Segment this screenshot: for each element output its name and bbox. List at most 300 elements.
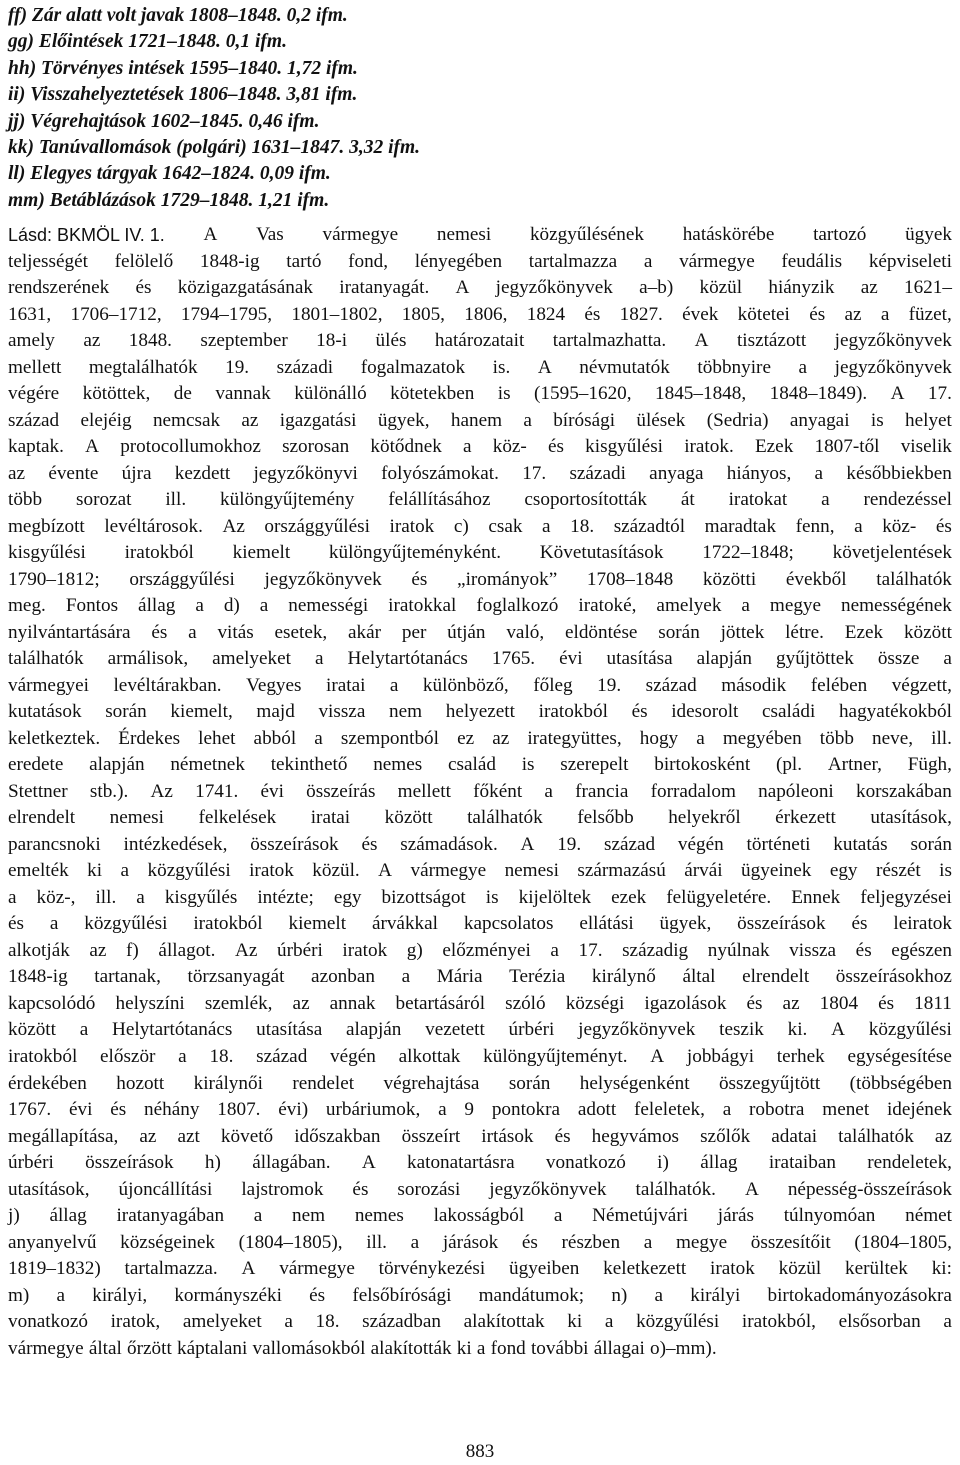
word: iratokat <box>728 489 788 511</box>
word: Vas <box>256 224 284 245</box>
word: Fügh, <box>907 754 952 776</box>
word: armálisok, <box>107 648 189 670</box>
word: és <box>935 515 952 537</box>
word: kisgyűlési <box>8 542 86 564</box>
text-line <box>8 1336 952 1363</box>
word: vitás <box>217 621 254 643</box>
word: fogalmazatok <box>360 356 466 378</box>
word: Németújvári <box>592 1205 689 1227</box>
word: mellett <box>397 780 451 802</box>
word: idesorolt <box>671 701 739 723</box>
word: katonatartásra <box>407 1152 515 1174</box>
word: és <box>584 303 601 325</box>
word: során <box>658 621 700 643</box>
word: (1804–1805), <box>238 1231 343 1253</box>
word: és <box>8 913 24 935</box>
word: anyanyelvű <box>8 1231 97 1253</box>
word: a <box>195 595 204 617</box>
word: további <box>530 1337 589 1359</box>
word: 19. <box>225 356 250 378</box>
word: évi <box>559 648 583 670</box>
word: során <box>105 701 147 723</box>
word: a <box>476 1337 486 1359</box>
word: 1807-től <box>814 436 880 458</box>
word: második <box>721 674 787 696</box>
word: királynői <box>193 1072 263 1094</box>
word: ki <box>87 860 103 882</box>
word: sorozat <box>76 489 132 511</box>
word: keletkezett <box>603 1258 687 1280</box>
word: több <box>819 727 854 749</box>
word: 1848-ig <box>199 250 260 272</box>
word: a <box>314 727 323 749</box>
word: 1708–1848 <box>586 568 674 590</box>
word: foglalkozó <box>476 595 559 617</box>
word: a <box>643 250 653 272</box>
word: és <box>631 701 648 723</box>
text-line <box>8 1097 952 1124</box>
word: különgyűjteményként. <box>328 542 502 564</box>
word: Helytartótanács <box>347 648 468 670</box>
word: jegyzőkönyvek <box>264 568 382 590</box>
word: főleg <box>533 674 573 696</box>
word: a <box>56 1284 66 1306</box>
word: A <box>650 1045 665 1067</box>
word: szerepelt <box>560 754 629 776</box>
word: neve, <box>872 727 914 749</box>
word: hatáskörébe <box>682 224 775 245</box>
text-line <box>8 673 952 700</box>
word: felében <box>810 674 868 696</box>
word: ülés <box>375 330 407 352</box>
word: Ezek <box>844 621 884 643</box>
word: iratoké, <box>578 595 637 617</box>
word: országgyűlési <box>264 515 370 537</box>
word: megyében <box>722 727 802 749</box>
word: a <box>943 1311 952 1333</box>
word: a <box>696 727 705 749</box>
word: (többségében <box>849 1072 952 1094</box>
word: állag <box>49 1205 87 1227</box>
word: adatai <box>771 1125 818 1147</box>
word: ki <box>567 1311 583 1333</box>
word: felsőbb <box>577 807 634 829</box>
word: vonatkozó <box>8 1311 88 1333</box>
word: amelyek <box>656 595 722 617</box>
word: fond, <box>348 250 389 272</box>
word: újoncállítási <box>118 1178 213 1200</box>
word: állagai <box>593 1337 645 1359</box>
word: német <box>905 1205 952 1227</box>
word: jobbágyi <box>686 1045 755 1067</box>
word: korszakában <box>855 780 952 802</box>
word: történeti <box>746 833 811 855</box>
word: névmutatók <box>579 356 670 378</box>
text-line <box>8 646 952 673</box>
word: vármegye <box>679 250 755 272</box>
word: létre. <box>785 621 824 643</box>
word: viselik <box>900 436 952 458</box>
word: n) <box>611 1284 628 1306</box>
word: alapján <box>345 1019 402 1041</box>
word: lajstromok <box>241 1178 324 1200</box>
word: leiratok <box>893 913 952 935</box>
word: községi <box>565 992 625 1014</box>
word: századtól <box>613 515 686 537</box>
word: részben <box>561 1231 621 1253</box>
word: és <box>352 1178 369 1200</box>
word: 18. <box>315 1311 340 1333</box>
word: összegyűjtött <box>718 1072 821 1094</box>
word: úrbéri <box>277 939 323 961</box>
text-line <box>8 752 952 779</box>
word: o)–mm). <box>650 1337 717 1359</box>
word: ill. <box>165 489 187 511</box>
word: követő <box>220 1125 274 1147</box>
text-line <box>8 567 952 594</box>
word: királyi <box>690 1284 741 1306</box>
word: úrbéri <box>8 1152 54 1174</box>
word: annak <box>329 992 376 1014</box>
word: találhatók <box>8 648 84 670</box>
word: tartozó <box>813 224 867 245</box>
word: egészen <box>891 939 952 961</box>
word: intézkedések, <box>123 833 228 855</box>
text-line <box>8 222 952 249</box>
text-line <box>8 328 952 355</box>
word: népesség-összeírások <box>787 1178 952 1200</box>
text-line <box>8 249 952 276</box>
word: iratok <box>710 1258 755 1280</box>
word: alkotják <box>8 939 70 961</box>
word: találhatók <box>467 807 543 829</box>
text-line <box>8 620 952 647</box>
text-line <box>8 1071 952 1098</box>
word: helyezett <box>445 701 515 723</box>
word: meg. <box>8 595 46 617</box>
word: iratok, <box>110 1311 161 1333</box>
word: egy <box>333 886 362 908</box>
word: különgyűjtemény <box>220 489 355 511</box>
word: jegyzőkönyvek <box>834 330 952 352</box>
word: kötetei <box>737 303 790 325</box>
word: hegyvámos <box>591 1125 680 1147</box>
word: számadások. <box>400 833 498 855</box>
word: amelyeket <box>182 1311 262 1333</box>
word: birtokosként <box>654 754 751 776</box>
word: 1722–1848; <box>702 542 794 564</box>
word: levéltárosok. <box>104 515 203 537</box>
inventory-item: kk) Tanúvallomások (polgári) 1631–1847. 3,32 ifm. <box>8 136 421 158</box>
word: találhatók <box>838 1125 914 1147</box>
word: találhatók <box>876 568 952 590</box>
word: közül <box>778 1258 822 1280</box>
word: a <box>314 648 324 670</box>
word: összeírások <box>250 833 339 855</box>
word: felügyeletére. <box>666 886 772 908</box>
word: vármegye <box>410 860 487 882</box>
word: családi <box>762 701 816 723</box>
word: községeinek <box>120 1231 215 1253</box>
word: 19. <box>557 833 582 855</box>
word: utasítása <box>256 1019 323 1041</box>
word: feljegyzései <box>860 886 952 908</box>
word: közgyűlési <box>868 1019 952 1041</box>
word: káptalani <box>176 1337 248 1359</box>
word: jegyzőkönyvek <box>578 1019 696 1041</box>
word: az <box>934 1125 952 1147</box>
word: őrzött <box>127 1337 172 1359</box>
word: időszakban <box>294 1125 381 1147</box>
word: a <box>544 780 553 802</box>
word: A <box>744 1178 759 1200</box>
word: teszik <box>719 1019 764 1041</box>
word: megtalálhatók <box>88 356 198 378</box>
word: anyaga <box>649 462 704 484</box>
word: menet <box>822 1099 870 1121</box>
word: helyszíni <box>115 992 185 1014</box>
word: francia <box>575 780 629 802</box>
word: 17. <box>927 383 952 405</box>
word: évekből <box>785 568 847 590</box>
word: tartalmazza <box>528 250 618 272</box>
word: felkelések <box>198 807 277 829</box>
word: vallomásokból <box>252 1337 366 1359</box>
word: törzsanyagát <box>187 966 285 988</box>
word: csak <box>488 515 523 537</box>
word: 1845–1848, <box>655 383 747 405</box>
word: pontokra <box>491 1099 561 1121</box>
word: túlnyomóan <box>783 1205 876 1227</box>
text-line <box>8 1256 952 1283</box>
word: 1741. <box>195 780 239 802</box>
word: 1621– <box>903 277 952 299</box>
word: összeírások <box>85 1152 174 1174</box>
word: rendszerének <box>8 277 110 299</box>
word: sorozási <box>397 1178 461 1200</box>
word: iratokból <box>124 542 194 564</box>
word: kezdett <box>174 462 231 484</box>
word: század <box>256 1045 308 1067</box>
word: kötődnek <box>370 436 442 458</box>
word: egységesítése <box>847 1045 952 1067</box>
word: század <box>645 674 697 696</box>
word: a <box>8 886 17 908</box>
word: iratokból, <box>741 1311 816 1333</box>
word: is <box>521 754 535 776</box>
word: 1824 <box>526 303 566 325</box>
word: birtokadományozásokra <box>767 1284 952 1306</box>
word: fenn, <box>795 515 835 537</box>
word: rendezéssel <box>863 489 952 511</box>
word: nem <box>389 701 423 723</box>
word: a <box>814 462 824 484</box>
word: esetek, <box>274 621 328 643</box>
word: néhány <box>144 1099 200 1121</box>
word: és <box>135 277 152 299</box>
word: nemesi <box>109 807 164 829</box>
word: a <box>79 1019 89 1041</box>
word: a <box>722 1099 732 1121</box>
word: vezetett <box>425 1019 485 1041</box>
word: f) <box>126 939 139 961</box>
word: is <box>497 383 511 405</box>
word: kaptak. <box>8 436 64 458</box>
word: ill. <box>366 1231 387 1253</box>
text-line <box>8 911 952 938</box>
word: Az <box>150 780 173 802</box>
word: 1848-ig <box>8 966 68 988</box>
word: folyószámokat. <box>381 462 499 484</box>
word: hagyatékokból <box>838 701 952 723</box>
word: először <box>100 1045 156 1067</box>
text-line <box>8 408 952 435</box>
text-line <box>8 1124 952 1151</box>
word: a <box>49 913 59 935</box>
word: 1848–1849). <box>769 383 868 405</box>
word: ügyek <box>905 224 952 245</box>
word: kisgyűlési <box>585 436 663 458</box>
text-line <box>8 805 952 832</box>
word: közgyűlési <box>636 1311 720 1333</box>
word: részét <box>875 860 921 882</box>
word: alapján <box>696 648 753 670</box>
word: nemesi <box>436 224 492 245</box>
word: felállításához <box>388 489 491 511</box>
word: protocollumokhoz <box>120 436 261 458</box>
word: évek <box>682 303 719 325</box>
word: Az <box>235 939 258 961</box>
word: ill. <box>95 886 117 908</box>
word: át <box>680 489 695 511</box>
word: iratai <box>310 807 351 829</box>
word: ügyek, <box>377 409 430 431</box>
inventory-item: mm) Betáblázások 1729–1848. 1,21 ifm. <box>8 189 330 211</box>
word: származású <box>577 860 666 882</box>
word: de <box>173 383 192 405</box>
word: (pl. <box>775 754 803 776</box>
word: A <box>520 833 535 855</box>
word: kormányszéki <box>174 1284 282 1306</box>
word: szóló <box>505 992 546 1014</box>
word: teljességét <box>8 250 88 272</box>
word: későbbiekben <box>846 462 952 484</box>
word: intézte; <box>257 886 314 908</box>
word: vármegye <box>279 1258 355 1280</box>
word: a <box>410 1231 420 1253</box>
word: vármegye <box>8 1337 84 1359</box>
word: helységenként <box>579 1072 690 1094</box>
word: a <box>259 595 269 617</box>
word: kisgyűlés <box>164 886 238 908</box>
word: ügyek, <box>659 913 712 935</box>
word: találhatók. <box>635 1178 716 1200</box>
word: több <box>8 489 43 511</box>
text-line <box>8 275 952 302</box>
word: a <box>741 595 750 617</box>
word: ezek <box>611 886 647 908</box>
word: és <box>110 1099 127 1121</box>
word: maradtak <box>704 515 777 537</box>
word: az <box>89 939 107 961</box>
word: az <box>139 1125 157 1147</box>
word: 18. <box>570 515 595 537</box>
fond-description <box>8 222 952 1362</box>
word: a <box>604 1311 614 1333</box>
word: a <box>821 489 830 511</box>
word: által <box>88 1337 122 1359</box>
word: iratok. <box>684 436 734 458</box>
word: irataiban <box>768 1152 836 1174</box>
word: köz-, <box>36 886 76 908</box>
word: közül <box>699 277 743 299</box>
word: összeírások <box>737 913 826 935</box>
word: jegyzőkönyvek <box>834 356 952 378</box>
word: vármegye <box>322 224 399 245</box>
word: megállapítása, <box>8 1125 119 1147</box>
word: és <box>151 621 168 643</box>
word: eldöntése <box>564 621 638 643</box>
word: iratanyagában <box>116 1205 225 1227</box>
word: iratokkal <box>388 595 457 617</box>
word: levéltárakban. <box>113 674 222 696</box>
word: A <box>537 356 552 378</box>
word: századi <box>569 462 626 484</box>
text-line <box>8 832 952 859</box>
word: előzményei <box>442 939 531 961</box>
word: kapcsolódó <box>8 992 96 1014</box>
word: egy <box>829 860 858 882</box>
word: járás <box>717 1205 754 1227</box>
word: lakosságból <box>433 1205 525 1227</box>
word: Helytartótanács <box>112 1019 233 1041</box>
word: a <box>654 1284 664 1306</box>
word: robotra <box>749 1099 805 1121</box>
word: nemességi <box>288 595 369 617</box>
word: 9 <box>464 1099 474 1121</box>
word: mandátumok; <box>478 1284 585 1306</box>
text-line <box>8 514 952 541</box>
word: elrendelt <box>8 807 76 829</box>
word: kutatás <box>833 833 888 855</box>
word: 17. <box>578 939 603 961</box>
word: során <box>508 1072 551 1094</box>
word: kutatások <box>8 701 82 723</box>
word: útján <box>447 621 486 643</box>
word: eredete <box>8 754 64 776</box>
word: akár <box>348 621 382 643</box>
word: c) <box>453 515 469 537</box>
inventory-item: ll) Elegyes tárgyak 1642–1824. 0,09 ifm. <box>8 163 331 185</box>
word: között <box>903 621 952 643</box>
word: a <box>178 1045 187 1067</box>
word: alapján <box>89 754 145 776</box>
word: megbízott <box>8 515 85 537</box>
word: nemes <box>373 754 423 776</box>
word: Fontos <box>65 595 119 617</box>
word: i) <box>657 1152 669 1174</box>
word: ügyeinek <box>741 860 812 882</box>
word: a <box>253 1205 263 1227</box>
word: század <box>8 409 60 431</box>
reference-lead: Lásd: BKMÖL IV. 1. <box>8 225 165 245</box>
word: vármegyei <box>8 674 89 696</box>
word: árvákkal <box>371 913 438 935</box>
word: 1805, <box>401 303 445 325</box>
text-line <box>8 540 952 567</box>
word: stb.). <box>89 780 129 802</box>
word: királynő <box>591 966 656 988</box>
